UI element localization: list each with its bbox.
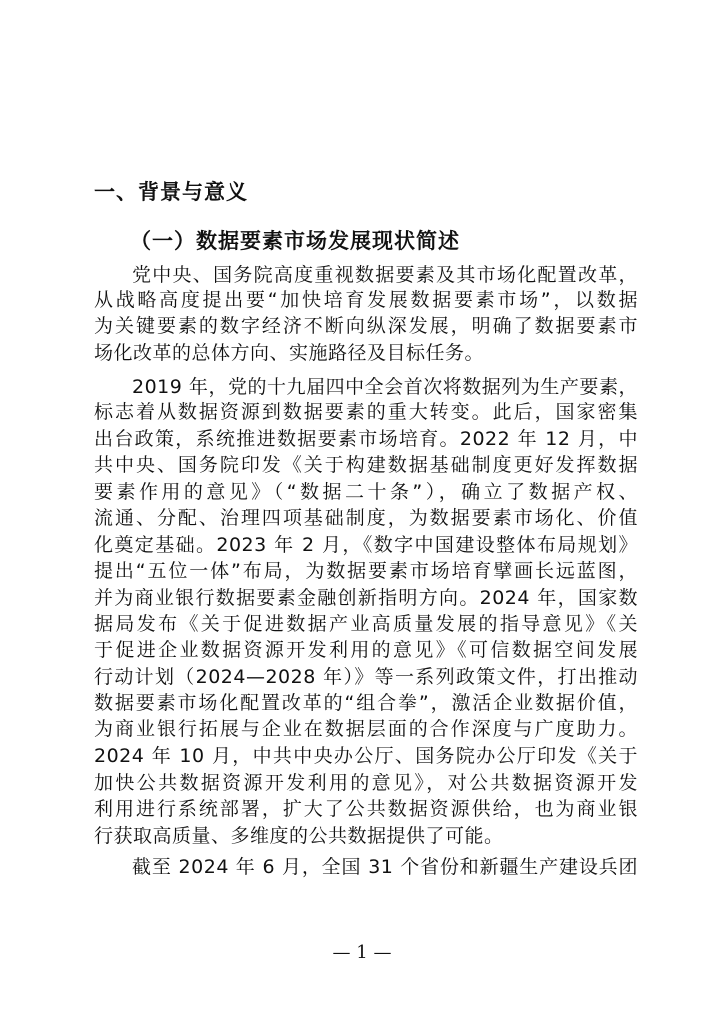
page-number: — 1 — <box>332 942 392 963</box>
paragraph-line: 加快公共数据资源开发利用的意见》，对公共数据资源开发 <box>94 772 638 794</box>
paragraph-line: 共中央、国务院印发《关于构建数据基础制度更好发挥数据 <box>94 454 638 476</box>
paragraph-line: 据局发布《关于促进数据产业高质量发展的指导意见》《关 <box>94 613 638 635</box>
paragraph-line: 截至 2024 年 6 月，全国 31 个省份和新疆生产建设兵团 <box>132 856 638 878</box>
paragraph-line: 并为商业银行数据要素金融创新指明方向。2024 年，国家数 <box>94 587 638 609</box>
paragraph-line: 化奠定基础。2023 年 2 月，《数字中国建设整体布局规划》 <box>94 534 638 556</box>
paragraph-line: 2024 年 10 月，中共中央办公厅、国务院办公厅印发《关于 <box>94 745 638 767</box>
section-heading: 一、背景与意义 <box>94 180 248 204</box>
paragraph-line: 从战略高度提出要“加快培育发展数据要素市场”，以数据 <box>94 289 638 311</box>
paragraph-line: 标志着从数据资源到数据要素的重大转变。此后，国家密集 <box>94 401 638 423</box>
paragraph-line: 利用进行系统部署，扩大了公共数据资源供给，也为商业银 <box>94 798 638 820</box>
paragraph-line: 出台政策，系统推进数据要素市场培育。2022 年 12 月，中 <box>94 428 638 450</box>
paragraph-line: 为关键要素的数字经济不断向纵深发展，明确了数据要素市 <box>94 315 638 337</box>
paragraph-line: 2019 年，党的十九届四中全会首次将数据列为生产要素， <box>132 376 638 398</box>
paragraph-line: 为商业银行拓展与企业在数据层面的合作深度与广度助力。 <box>94 718 638 740</box>
paragraph-line: 场化改革的总体方向、实施路径及目标任务。 <box>94 342 485 364</box>
subsection-heading: （一）数据要素市场发展现状简述 <box>130 229 460 253</box>
paragraph-line: 数据要素市场化配置改革的“组合拳”，激活企业数据价值， <box>94 692 638 714</box>
paragraph-line: 行动计划（2024—2028 年）》等一系列政策文件，打出推动 <box>94 666 638 688</box>
paragraph-line: 提出“五位一体”布局，为数据要素市场培育擘画长远蓝图， <box>94 560 638 582</box>
paragraph-line: 要素作用的意见》（“数据二十条”），确立了数据产权、 <box>94 481 638 503</box>
paragraph-line: 行获取高质量、多维度的公共数据提供了可能。 <box>94 825 504 847</box>
paragraph-line: 党中央、国务院高度重视数据要素及其市场化配置改革， <box>132 264 638 286</box>
paragraph-line: 于促进企业数据资源开发利用的意见》《可信数据空间发展 <box>94 639 638 661</box>
paragraph-line: 流通、分配、治理四项基础制度，为数据要素市场化、价值 <box>94 507 638 529</box>
